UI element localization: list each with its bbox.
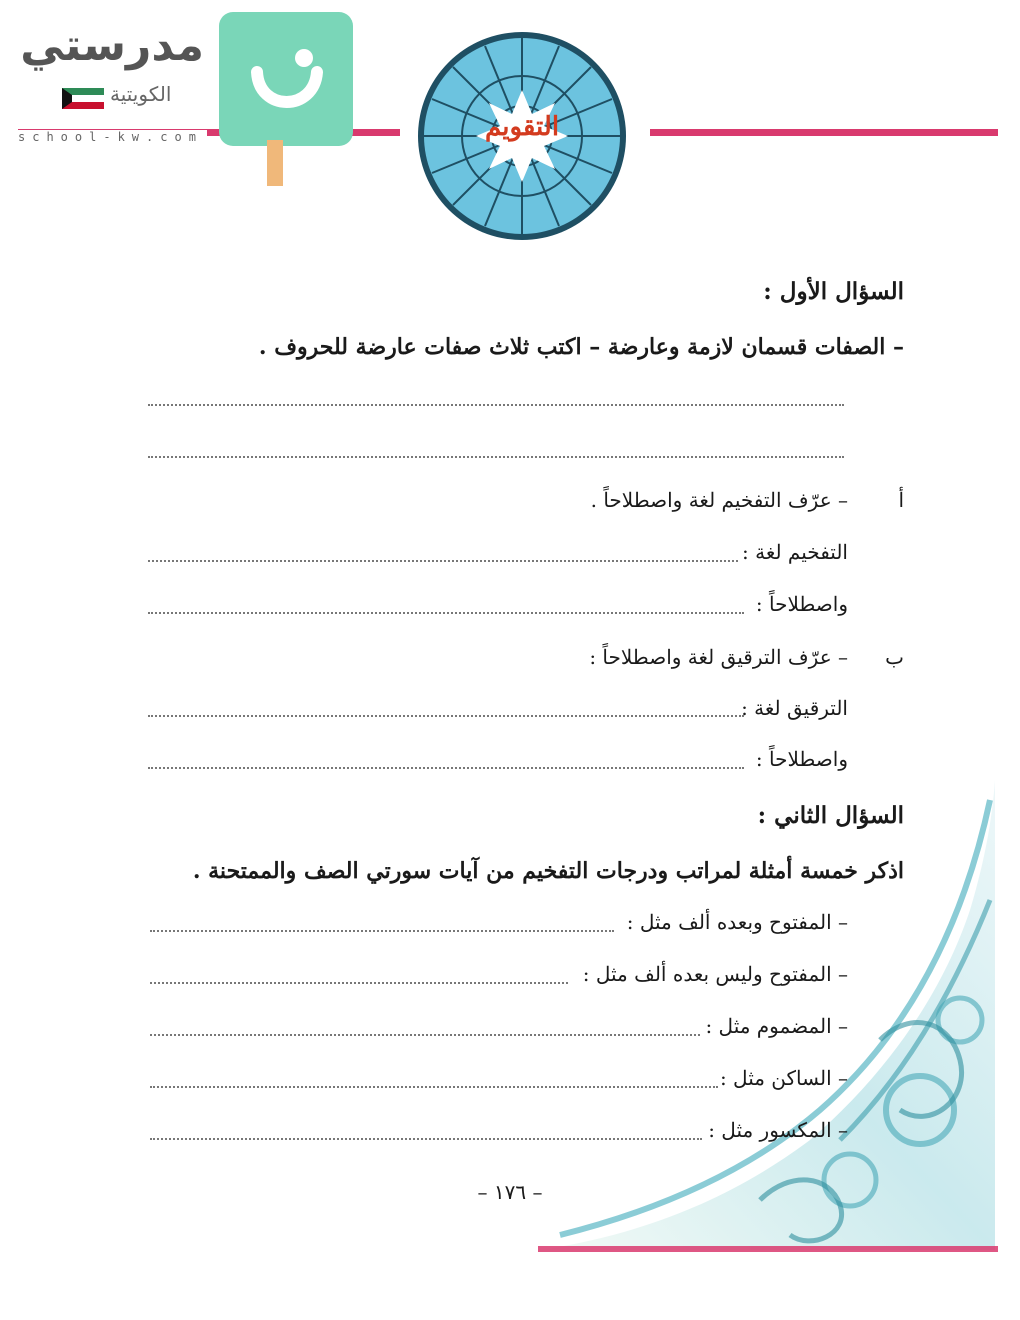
answer-line[interactable] bbox=[150, 1034, 700, 1036]
part-a-label: أ bbox=[898, 488, 904, 512]
part-b-field2-label: واصطلاحاً : bbox=[755, 747, 848, 771]
part-b-field1-label: الترقيق لغة : bbox=[741, 696, 848, 720]
question2-item: – المكسور مثل : bbox=[708, 1118, 848, 1142]
answer-line[interactable] bbox=[148, 715, 744, 717]
answer-line[interactable] bbox=[148, 456, 844, 458]
smile-icon bbox=[219, 12, 353, 146]
header-rule-right bbox=[650, 129, 998, 136]
page-number: – ١٧٦ – bbox=[477, 1180, 543, 1204]
answer-line[interactable] bbox=[150, 930, 614, 932]
bookmark-icon bbox=[267, 140, 283, 186]
answer-line[interactable] bbox=[150, 982, 568, 984]
logo-mark bbox=[219, 12, 353, 146]
part-a-field2-label: واصطلاحاً : bbox=[755, 592, 848, 616]
answer-line[interactable] bbox=[148, 612, 744, 614]
page-title: التقويم bbox=[484, 112, 560, 142]
part-b-label: ب bbox=[885, 645, 904, 669]
question1-prompt: – الصفات قسمان لازمة وعارضة – اكتب ثلاث صفات عارضة للحروف . bbox=[258, 334, 904, 360]
part-a-prompt: – عرّف التفخيم لغة واصطلاحاً . bbox=[590, 488, 848, 512]
answer-line[interactable] bbox=[148, 560, 738, 562]
logo-url: school-kw.com bbox=[18, 130, 207, 144]
question1-heading: السؤال الأول : bbox=[763, 278, 904, 305]
answer-line[interactable] bbox=[148, 767, 744, 769]
question2-heading: السؤال الثاني : bbox=[757, 802, 904, 829]
question2-item: – الساكن مثل : bbox=[719, 1066, 848, 1090]
question2-item: – المفتوح وليس بعده ألف مثل : bbox=[582, 962, 848, 986]
question2-prompt: اذكر خمسة أمثلة لمراتب ودرجات التفخيم من آيات سورتي الصف والممتحنة . bbox=[192, 858, 904, 884]
question2-item: – المضموم مثل : bbox=[705, 1014, 848, 1038]
answer-line[interactable] bbox=[148, 404, 844, 406]
part-b-prompt: – عرّف الترقيق لغة واصطلاحاً : bbox=[589, 645, 848, 669]
kuwait-flag-icon bbox=[62, 88, 104, 109]
part-a-field1-label: التفخيم لغة : bbox=[742, 540, 848, 564]
answer-line[interactable] bbox=[150, 1138, 702, 1140]
question2-item: – المفتوح وبعده ألف مثل : bbox=[626, 910, 848, 934]
answer-line[interactable] bbox=[150, 1086, 718, 1088]
logo-subtitle: الكويتية bbox=[110, 82, 172, 106]
logo-name: مدرستي bbox=[20, 20, 204, 71]
